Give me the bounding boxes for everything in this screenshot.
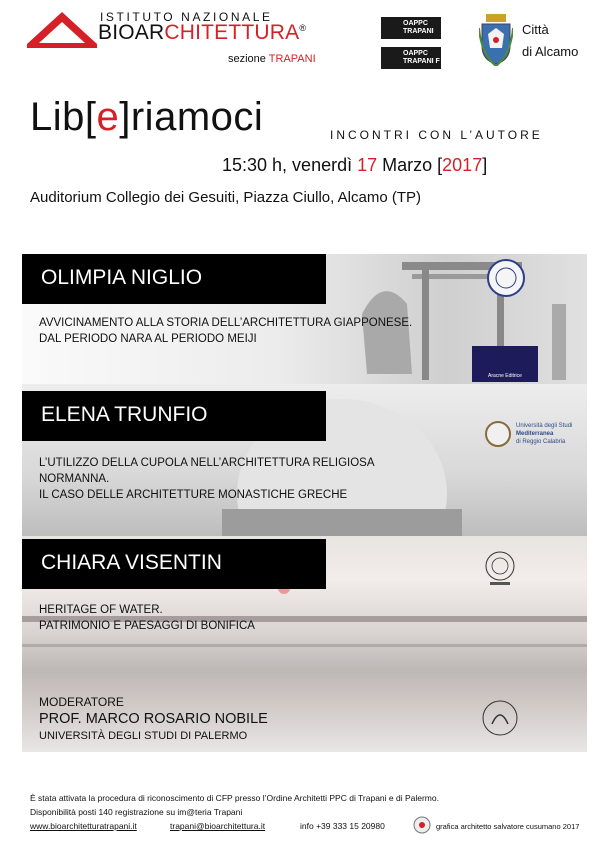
registered-mark: ® — [299, 23, 307, 33]
bioarchitettura-roof-logo — [27, 12, 97, 48]
aracne-editrice-logo — [472, 346, 538, 382]
institute-name-line2 — [98, 21, 306, 45]
speaker-3-name: CHIARA VISENTIN — [41, 551, 222, 574]
cfp-note: È stata attivata la procedura di riconoscimento di CFP presso l’Ordine Architetti PPC di Trapani e di Palermo. — [30, 793, 439, 803]
speaker-2-name: ELENA TRUNFIO — [41, 403, 208, 426]
city-name-line1: Città — [522, 22, 549, 37]
speaker-1-name: OLIMPIA NIGLIO — [41, 266, 203, 289]
mediterranea-label-3: di Reggio Calabria — [516, 439, 566, 445]
section-trapani: TRAPANI — [268, 53, 316, 65]
event-datetime — [222, 155, 487, 176]
title-part-c: ]riamoci — [119, 95, 264, 139]
event-venue: Auditorium Collegio dei Gesuiti, Piazza Ciullo, Alcamo (TP) — [30, 189, 421, 206]
event-day: 17 — [357, 155, 378, 175]
speaker-3-line-1: HERITAGE OF WATER. — [39, 604, 163, 616]
mediterranea-label-1: Università degli Studi — [516, 423, 573, 429]
moderator-block — [39, 694, 268, 744]
phone-info: info +39 333 15 20980 — [300, 821, 385, 831]
title-part-e: e — [96, 95, 120, 139]
speaker-2-line-1: L’UTILIZZO DELLA CUPOLA NELL’ARCHITETTURA RELIGIOSA — [39, 457, 375, 469]
seats-note: Disponibilità posti 140 registrazione su im@teria Trapani — [30, 807, 243, 817]
speaker-3-name-box — [22, 539, 326, 589]
institute-name-line1: ISTITUTO NAZIONALE — [100, 10, 273, 24]
event-bracket: ] — [482, 155, 488, 175]
speaker-2-line-2: NORMANNA. — [39, 473, 110, 485]
event-title — [30, 95, 263, 140]
designer-logo-icon — [413, 816, 431, 834]
email-link[interactable]: trapani@bioarchitettura.it — [170, 821, 266, 831]
oappc-trapani-logo: OAPPC TRAPANI — [381, 17, 441, 39]
section-label: sezione — [228, 53, 269, 65]
title-part-a: Lib[ — [30, 95, 97, 139]
speaker-3-talk — [39, 602, 255, 634]
institute-bio: BIOAR — [98, 21, 165, 44]
oappc-trapani-f-logo: OAPPC TRAPANI F — [381, 47, 441, 69]
palermo-university-seal-icon — [480, 698, 520, 738]
speaker-1-line-2: DAL PERIODO NARA AL PERIODO MEIJI — [39, 333, 257, 345]
event-time: 15:30 h, venerdì — [222, 155, 358, 175]
moderator-affiliation: UNIVERSITÀ DEGLI STUDI DI PALERMO — [39, 730, 248, 742]
mediterranea-seal-icon — [484, 420, 512, 448]
graphic-credit: grafica architetto salvatore cusumano 2017 — [436, 822, 580, 831]
moderator-name: PROF. MARCO ROSARIO NOBILE — [39, 711, 268, 727]
speaker-1-line-1: AVVICINAMENTO ALLA STORIA DELL’ARCHITETTURA GIAPPONESE. — [39, 317, 413, 329]
website-link[interactable]: www.bioarchitetturatrapani.it — [30, 821, 137, 831]
institute-section — [228, 53, 316, 65]
iuav-university-seal-icon — [480, 550, 520, 586]
institution-seal-icon — [486, 258, 526, 298]
city-name-line2: di Alcamo — [522, 44, 579, 59]
event-subtitle: INCONTRI CON L’AUTORE — [330, 128, 543, 142]
speaker-2-talk — [39, 455, 375, 503]
mediterranea-university-logo — [484, 420, 587, 448]
speaker-2-line-3: IL CASO DELLE ARCHITETTURE MONASTICHE GRECHE — [39, 489, 348, 501]
aracne-label: Aracne Editrice — [488, 373, 522, 379]
mediterranea-label-2: Mediterranea — [516, 431, 554, 437]
institute-chitettura: CHITETTURA — [164, 21, 300, 44]
event-year: 2017 — [442, 155, 483, 175]
speaker-3-line-2: PATRIMONIO E PAESAGGI DI BONIFICA — [39, 620, 255, 632]
speakers-panel — [22, 254, 587, 752]
speaker-1-talk — [39, 315, 412, 347]
speaker-1-name-box — [22, 254, 326, 304]
speaker-2-name-box — [22, 391, 326, 441]
alcamo-crest-icon — [479, 14, 513, 66]
event-month: Marzo [ — [377, 155, 443, 175]
moderator-label: MODERATORE — [39, 695, 124, 709]
